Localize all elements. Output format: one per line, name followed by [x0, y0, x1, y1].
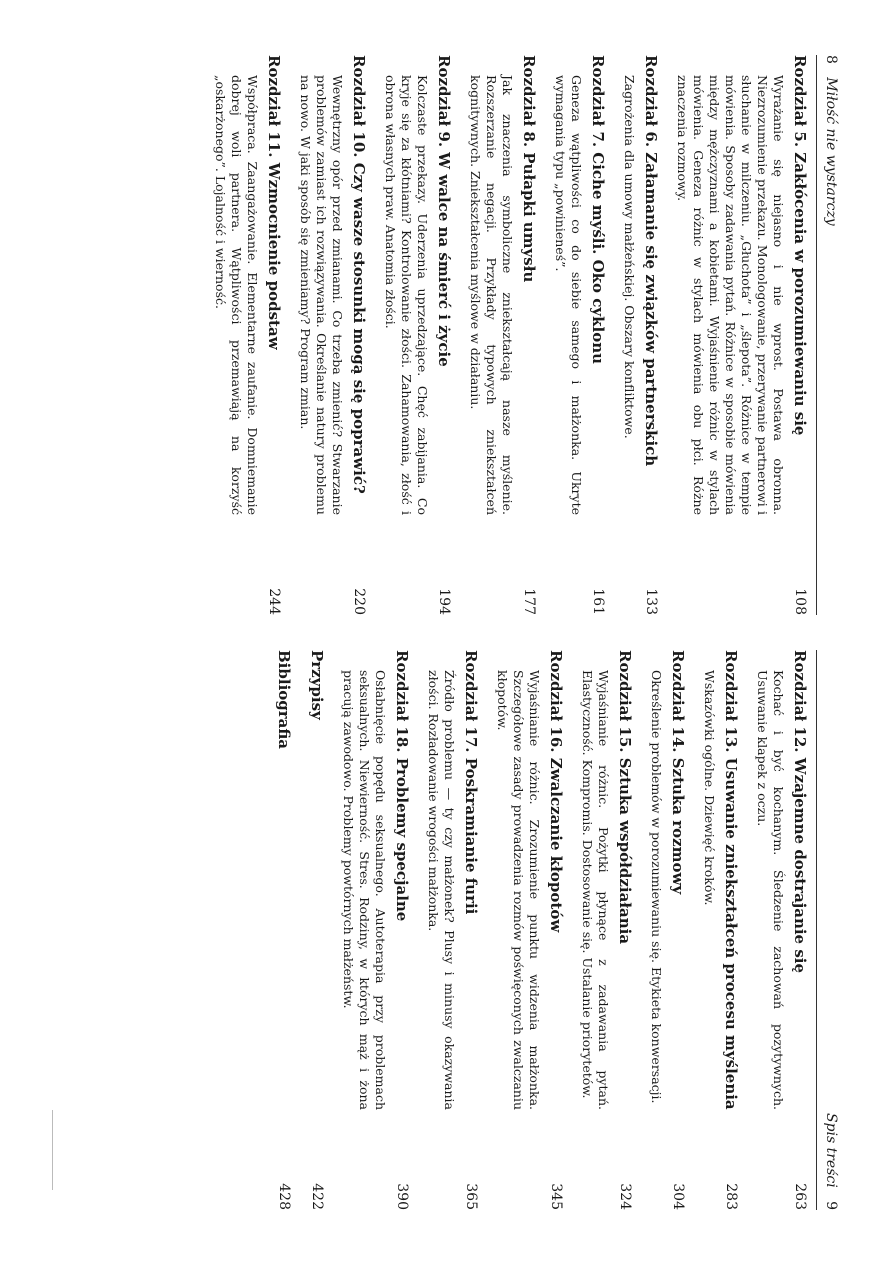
section-title: Spis treści [823, 1112, 839, 1188]
chapter-title: Rozdział 5. Zakłócenia w porozumiewaniu się [791, 55, 809, 436]
chapter-description: Kochać i być kochanym. Śledzenie zachowań pozytywnych. Usuwanie klapek z oczu. [755, 670, 786, 1110]
chapter-description: Określenie problemów w porozumiewaniu się. Etykieta konwersacji. [649, 670, 664, 1104]
chapter-description: Wyjaśnianie różnic. Pożytki płynące z zadawania pytań. Elastyczność. Kompromis. Dostosowanie się. Ustalanie priorytetów. [580, 670, 611, 1110]
chapter-title: Rozdział 11. Wzmocnienie podstaw [265, 55, 283, 350]
chapter-title: Rozdział 15. Sztuka współdziałania [616, 650, 634, 945]
chapter-title: Bibliografia [275, 650, 293, 750]
running-header-left [821, 55, 841, 615]
toc-entry [467, 55, 538, 615]
chapter-title: Rozdział 6. Załamanie się związków partnerskich [642, 55, 660, 467]
toc-entry [648, 650, 687, 1210]
chapter-page-number: 345 [548, 1183, 564, 1210]
chapter-page-number: 324 [617, 1183, 633, 1210]
chapter-page-number: 133 [643, 588, 659, 615]
chapter-description: Geneza wątpliwości co do siebie samego i małżonka. Ukryte wymagania typu „powinieneś”. [553, 75, 584, 515]
toc-entry [212, 55, 283, 615]
chapter-title: Rozdział 13. Usuwanie zniekształceń procesu myślenia [722, 650, 740, 1110]
chapter-title: Rozdział 7. Ciche myśli. Oko cyklonu [589, 55, 607, 365]
scan-mark [52, 1110, 53, 1190]
toc-entry [307, 650, 326, 1210]
chapter-page-number: 422 [309, 1183, 325, 1210]
chapter-description: Wewnętrzny opór przed zmianami. Co trzeba zmienić? Stwarzanie problemów zamiast ich rozwiązywania. Określanie natury problemu na nowo. W jaki sposób się zmieniamy? Program zmian. [298, 75, 345, 515]
chapter-title: Rozdział 12. Wzajemne dostrajanie się [791, 650, 809, 974]
toc-entry [382, 55, 453, 615]
chapter-title: Rozdział 18. Problemy specjalne [393, 650, 411, 922]
chapter-description: Współpraca. Zaangażowanie. Elementarne zaufanie. Domniemanie dobrej woli partnera. Wątpliwości przemawiają na korzyść „oskarżonego”. Lojalność i wierność. [213, 75, 260, 515]
toc-list-right [260, 650, 809, 1210]
chapter-page-number: 177 [521, 588, 537, 615]
running-header-right [821, 650, 841, 1210]
chapter-title: Rozdział 14. Sztuka rozmowy [669, 650, 687, 895]
chapter-page-number: 108 [792, 588, 808, 615]
chapter-title: Rozdział 16. Zwalczanie kłopotów [547, 650, 565, 933]
chapter-page-number: 365 [463, 1183, 479, 1210]
chapter-title: Rozdział 9. W walce na śmierć i życie [435, 55, 453, 367]
header-rule [816, 55, 817, 615]
toc-entry [494, 650, 565, 1210]
toc-entry [701, 650, 740, 1210]
toc-entry [674, 55, 809, 615]
chapter-page-number: 194 [436, 588, 452, 615]
chapter-description: Osłabnięcie popędu seksualnego. Autoterapia przy problemach seksualnych. Niewierność. Stres. Rodziny, w których mąż i żona pracują zawodowo. Problemy powtórnych małżeństw. [341, 670, 388, 1110]
book-title: Miłość nie wystarczy [823, 77, 839, 226]
chapter-description: Wskazówki ogólne. Dziewięć kroków. [702, 670, 717, 906]
toc-entry [621, 55, 660, 615]
chapter-description: Zagrożenia dla umowy małżeńskiej. Obszary konfliktowe. [622, 75, 637, 439]
toc-entry [297, 55, 368, 615]
toc-entry [552, 55, 607, 615]
chapter-title: Rozdział 10. Czy wasze stosunki mogą się poprawić? [350, 55, 368, 494]
chapter-page-number: 390 [394, 1183, 410, 1210]
chapter-description: Jak znaczenia symboliczne zniekształcają nasze myślenie. Rozszerzanie negacji. Przykłady typowych zniekształceń kognitywnych. Zniekształcenia myślowe w działaniu. [468, 75, 515, 515]
page-number-left: 8 [823, 55, 839, 64]
chapter-page-number: 161 [590, 588, 606, 615]
toc-entry [754, 650, 809, 1210]
chapter-page-number: 428 [276, 1183, 292, 1210]
chapter-description: Kolczaste przekazy. Uderzenia uprzedzające. Chęć zabijania. Co kryje się za kłótniami? Kontrolowanie złości. Zahamowania, złość i obrona własnych praw. Anatomia złości. [383, 75, 430, 515]
toc-entry [579, 650, 634, 1210]
chapter-page-number: 263 [792, 1183, 808, 1210]
toc-entry [274, 650, 293, 1210]
chapter-page-number: 244 [266, 588, 282, 615]
toc-list-left [198, 55, 809, 615]
chapter-page-number: 304 [670, 1183, 686, 1210]
toc-entry [425, 650, 480, 1210]
page-number-right: 9 [823, 1201, 839, 1210]
header-rule [816, 650, 817, 1210]
left-page [0, 55, 893, 615]
chapter-page-number: 283 [723, 1183, 739, 1210]
chapter-description: Wyjaśnianie różnic. Zrozumienie punktu widzenia małżonka. Szczegółowe zasady prowadzenia rozmów poświęconych zwalczaniu kłopotów. [495, 670, 542, 1110]
chapter-title: Przypisy [308, 650, 326, 720]
right-page [0, 650, 893, 1210]
toc-entry [340, 650, 411, 1210]
chapter-description: Wyrażanie się niejasno i nie wprost. Postawa obronna. Niezrozumienie przekazu. Monologowanie, przerywanie partnerowi i słuchanie w milczeniu. „Głuchota” i „ślepota”. Różnice w tempie mówienia. Sposoby zadawania pytań. Różnice w sposobie mówienia między mężczyznami a kobietami. Wyjaśnienie różnic w stylach mówienia. Geneza różnic w stylach mówienia obu płci. Różne znaczenia rozmowy. [675, 75, 786, 515]
chapter-title: Rozdział 8. Pułapki umysłu [520, 55, 538, 283]
chapter-page-number: 220 [351, 588, 367, 615]
chapter-title: Rozdział 17. Poskramianie furii [462, 650, 480, 915]
chapter-description: Źródło problemu — ty czy małżonek? Plusy i minusy okazywania złości. Rozładowanie wrogości małżonka. [426, 670, 457, 1110]
